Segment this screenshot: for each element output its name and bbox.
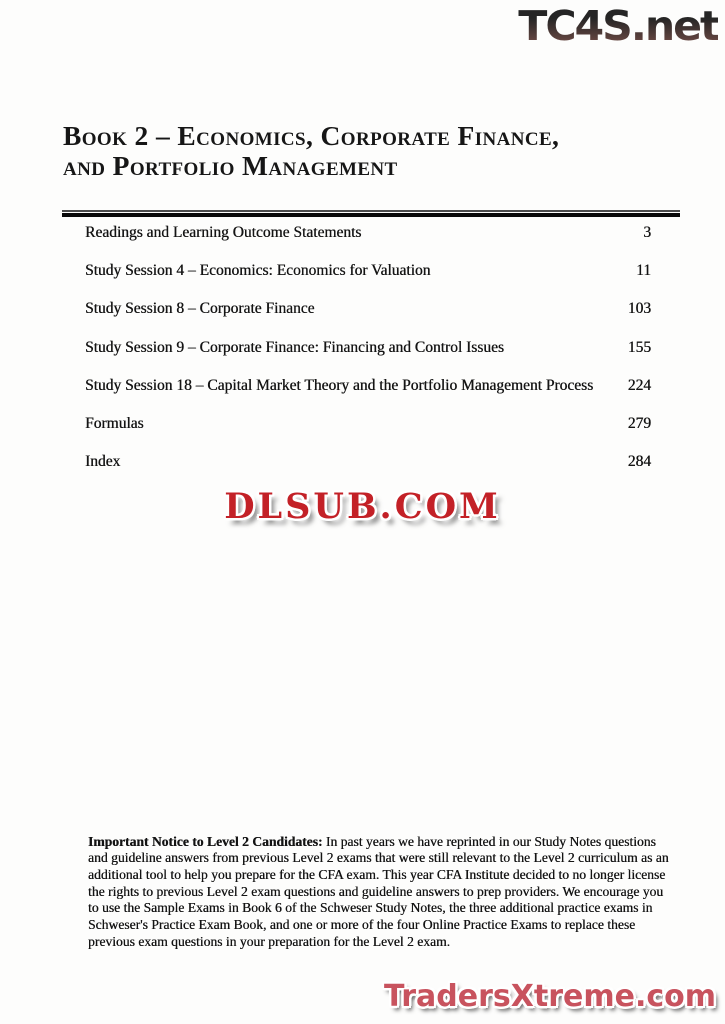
toc-entry-page-number: 3 [643, 224, 651, 241]
important-notice-paragraph [88, 834, 672, 951]
toc-divider-thick-line [62, 213, 680, 217]
toc-row [85, 376, 651, 414]
book-title [63, 121, 693, 181]
toc-row [85, 338, 651, 376]
toc-entry-page-number: 224 [627, 376, 651, 394]
tc4s-watermark-logo: TC4S.net [518, 2, 718, 50]
toc-entry-label: Readings and Learning Outcome Statements [85, 224, 362, 241]
book-title-line-1: Book 2 – Economics, Corporate Finance, [63, 120, 560, 151]
table-of-contents [85, 223, 651, 490]
toc-entry-page-number: 284 [627, 453, 651, 471]
toc-row [85, 223, 651, 261]
book-title-line-2: and Portfolio Management [63, 150, 398, 181]
notice-body-text: In past years we have reprinted in our Study Notes questions and guideline answers from previous Level 2 exams that were still relevant to the Level 2 curriculum as an additional tool to help you prepare for the CFA exam. This year CFA Institute decided to no longer license the rights to previous Level 2 exam questions and guideline answers to prep providers. We encourage you to use the Sample Exams in Book 6 of the Schweser Study Notes, the three additional practice exams in Schweser's Practice Exam Book, and one or more of the four Online Practice Exams to replace these previous exam questions in your preparation for the Level 2 exam. [88, 833, 669, 949]
toc-entry-label: Study Session 8 – Corporate Finance [85, 300, 315, 318]
notice-lead-text: Important Notice to Level 2 Candidates: [88, 833, 323, 849]
toc-row [85, 261, 651, 299]
toc-divider-rule [62, 210, 680, 217]
toc-entry-page-number: 279 [627, 414, 651, 432]
toc-entry-page-number: 11 [636, 262, 651, 280]
toc-row [85, 299, 651, 337]
toc-entry-label: Formulas [85, 414, 144, 432]
toc-entry-page-number: 103 [627, 300, 651, 318]
toc-entry-page-number: 155 [627, 338, 651, 356]
dlsub-watermark-logo: DLSUB.COM [224, 486, 501, 527]
toc-divider-thin-line [62, 210, 680, 212]
tradersxtreme-watermark-logo: TradersXtreme.com [384, 979, 716, 1014]
toc-entry-label: Study Session 9 – Corporate Finance: Financing and Control Issues [85, 338, 504, 356]
toc-entry-label: Index [85, 453, 121, 471]
toc-row [85, 452, 651, 490]
toc-row [85, 414, 651, 452]
toc-entry-label: Study Session 18 – Capital Market Theory and the Portfolio Management Process [85, 376, 594, 394]
toc-entry-label: Study Session 4 – Economics: Economics for Valuation [85, 262, 431, 280]
